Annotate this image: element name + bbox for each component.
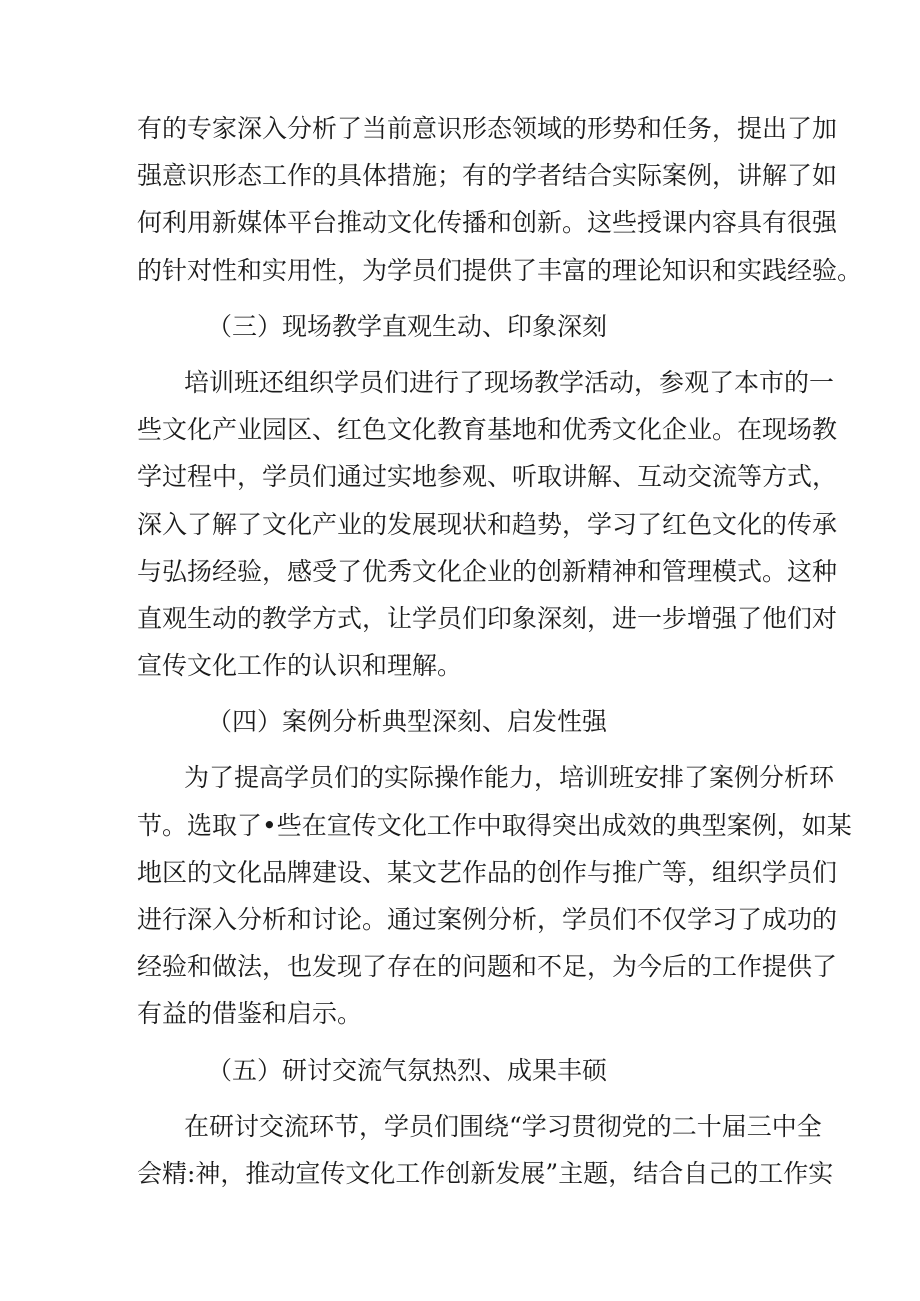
paragraph-line: 些文化产业园区、红色文化教育基地和优秀文化企业。在现场教: [137, 415, 838, 445]
paragraph-line: 培训班还组织学员们进行了现场教学活动，参观了本市的一: [184, 367, 835, 397]
paragraph-line: 何利用新媒体平台推动文化传播和创新。这些授课内容具有很强: [137, 208, 838, 238]
paragraph-case-analysis: [137, 754, 852, 1037]
section-gap: [137, 294, 797, 303]
paragraph-field-teaching: [137, 359, 838, 689]
paragraph-line: 节。选取了•些在宣传文化工作中取得突出成效的典型案例，如某: [137, 810, 852, 840]
section-heading-4: （四）案例分析典型深刻、启发性强: [207, 707, 608, 737]
paragraph-line: 深入了解了文化产业的发展现状和趋势，学习了红色文化的传承: [137, 509, 838, 539]
section-gap: [137, 350, 797, 359]
paragraph-line: 地区的文化品牌建设、某文艺作品的创作与推广等，组织学员们: [137, 857, 838, 887]
paragraph-line: 会精:神，推动宣传文化工作创新发展”主题，结合自己的工作实: [137, 1158, 834, 1188]
section-heading-3: （三）现场教学直观生动、印象深刻: [207, 311, 608, 341]
paragraph-line: 与弘扬经验，感受了优秀文化企业的创新精神和管理模式。这种: [137, 556, 838, 586]
paragraph-continuation: [137, 105, 863, 294]
paragraph-line: 学过程中，学员们通过实地参观、听取讲解、互动交流等方式，: [137, 462, 838, 492]
section-gap: [137, 1094, 797, 1103]
section-gap: [137, 1038, 797, 1047]
paragraph-line: 宣传文化工作的认识和理解。: [137, 651, 463, 681]
paragraph-line: 经验和做法，也发现了存在的问题和不足，为今后的工作提供了: [137, 952, 838, 982]
paragraph-line: 直观生动的教学方式，让学员们印象深刻，进一步增强了他们对: [137, 603, 838, 633]
document-body: [137, 105, 863, 1197]
paragraph-line: 在研讨交流环节，学员们围绕“学习贯彻党的二十届三中全: [184, 1111, 822, 1141]
paragraph-line: 有的专家深入分析了当前意识形态领域的形势和任务，提出了加: [137, 114, 838, 143]
paragraph-line: 进行深入分析和讨论。通过案例分析，学员们不仅学习了成功的: [137, 905, 838, 934]
section-gap: [137, 689, 797, 698]
paragraph-line: 的针对性和实用性，为学员们提供了丰富的理论知识和实践经验。: [137, 255, 863, 285]
section-heading-5: （五）研讨交流气氛热烈、成果丰硕: [207, 1055, 608, 1085]
paragraph-discussion: [137, 1103, 834, 1197]
paragraph-line: 为了提高学员们的实际操作能力，培训班安排了案例分析环: [184, 763, 835, 793]
paragraph-line: 有益的借鉴和启示。: [137, 999, 363, 1029]
paragraph-line: 强意识形态工作的具体措施；有的学者结合实际案例，讲解了如: [137, 161, 838, 191]
section-gap: [137, 745, 797, 754]
